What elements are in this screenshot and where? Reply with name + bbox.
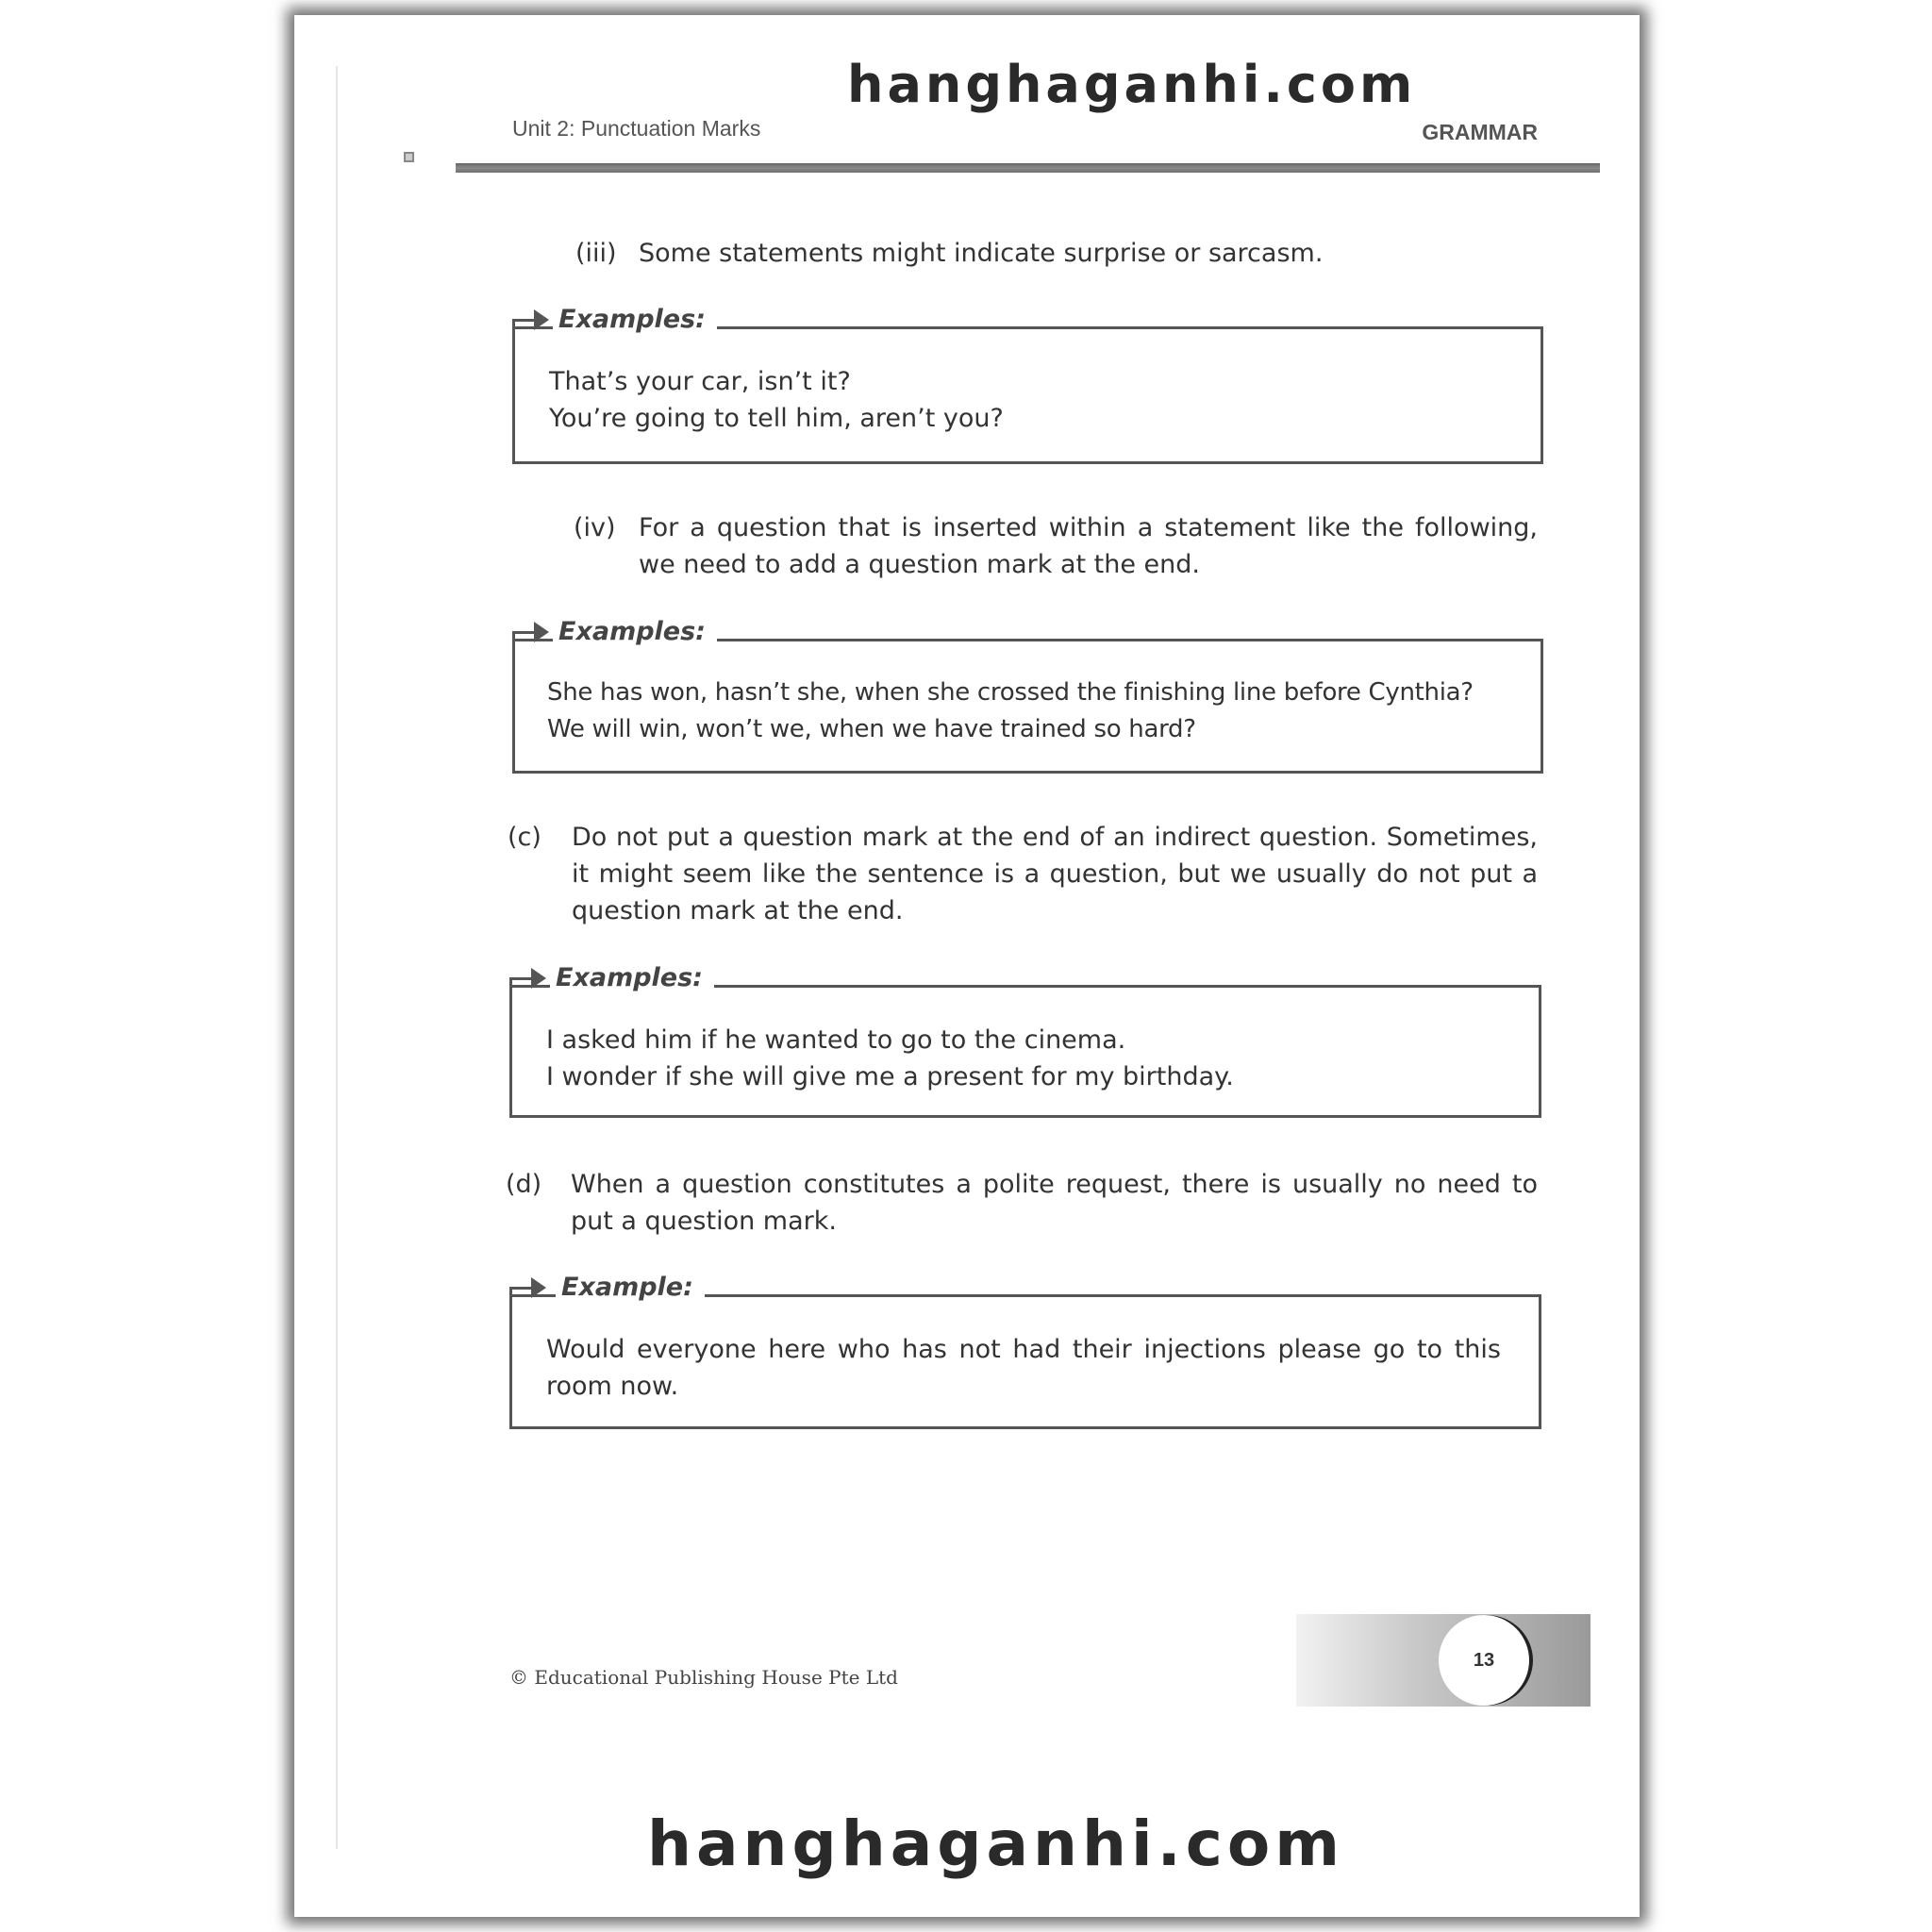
corner-mark-icon bbox=[404, 152, 414, 162]
example-box-4 bbox=[509, 1273, 1541, 1429]
example-line: She has won, hasn’t she, when she crossed the finishing line before Cynthia? bbox=[547, 678, 1474, 707]
example-line: Would everyone here who has not had their injections please go to this room now. bbox=[546, 1335, 1501, 1401]
example-lines bbox=[547, 675, 1518, 748]
copyright-text: © Educational Publishing House Pte Ltd bbox=[509, 1666, 898, 1689]
example-line: That’s your car, isn’t it? bbox=[549, 367, 851, 396]
watermark-top: hanghaganhi.com bbox=[847, 55, 1417, 114]
example-box-3 bbox=[509, 963, 1541, 1118]
example-label: Examples: bbox=[553, 301, 717, 339]
unit-title: Unit 2: Punctuation Marks bbox=[512, 116, 761, 141]
arrow-right-icon bbox=[534, 622, 549, 642]
item-d bbox=[506, 1166, 1538, 1240]
example-label: Examples: bbox=[553, 613, 717, 651]
arrow-right-icon bbox=[534, 309, 549, 330]
item-d-text: When a question constitutes a polite request, there is usually no need to put a question mark. bbox=[571, 1170, 1538, 1236]
example-label: Examples: bbox=[550, 959, 714, 997]
watermark-bottom: hanghaganhi.com bbox=[647, 1807, 1344, 1880]
example-box-1 bbox=[512, 305, 1543, 464]
example-line: We will win, won’t we, when we have trained so hard? bbox=[547, 715, 1196, 743]
example-line: You’re going to tell him, aren’t you? bbox=[549, 404, 1004, 433]
example-lines bbox=[546, 1331, 1501, 1405]
page-fold-line bbox=[336, 66, 338, 1849]
arrow-right-icon bbox=[531, 1277, 546, 1298]
example-line: I wonder if she will give me a present for my birthday. bbox=[546, 1062, 1234, 1091]
item-c-text: Do not put a question mark at the end of an indirect question. Sometimes, it might seem like the sentence is a question, but we usually do not put a question mark at the end. bbox=[572, 823, 1538, 925]
example-lines bbox=[546, 1022, 1501, 1095]
item-iii bbox=[575, 235, 1538, 272]
example-line: I asked him if he wanted to go to the cinema. bbox=[546, 1025, 1126, 1055]
page-number-badge bbox=[1439, 1615, 1529, 1706]
page-number: 13 bbox=[1473, 1649, 1495, 1671]
item-iv-marker: (iv) bbox=[574, 513, 616, 542]
header-rule bbox=[456, 163, 1600, 173]
example-box-2 bbox=[512, 617, 1543, 774]
arrow-right-icon bbox=[531, 968, 546, 989]
item-iv bbox=[574, 509, 1538, 583]
example-lines bbox=[549, 363, 1503, 437]
item-c-marker: (c) bbox=[508, 823, 541, 852]
item-iii-text: Some statements might indicate surprise or sarcasm. bbox=[639, 239, 1324, 268]
item-iii-marker: (iii) bbox=[575, 239, 617, 268]
item-d-marker: (d) bbox=[506, 1170, 542, 1199]
example-label: Example: bbox=[556, 1269, 705, 1307]
item-iv-text: For a question that is inserted within a statement like the following, we need to add a question mark at the end. bbox=[639, 513, 1538, 579]
section-label: GRAMMAR bbox=[1422, 120, 1538, 144]
item-c bbox=[508, 819, 1538, 929]
